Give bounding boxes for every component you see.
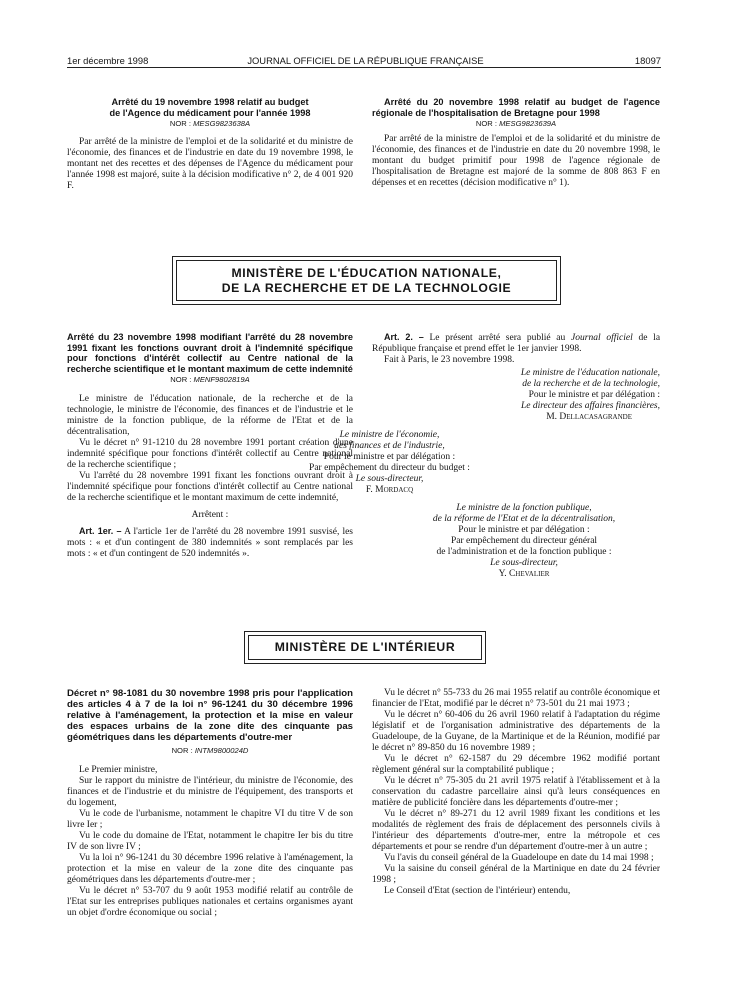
- nor-reference: NOR : MENF9802819A: [170, 375, 250, 385]
- ministry-education-banner: [172, 256, 561, 305]
- article-body: Par arrêté de la ministre de l'emploi et de la solidarité et du ministre de l'économie, des finances et de l'industrie en date du 20 novembre 1998, le montant du budget primitif pour 1998 de l'agence régionale de l'hospitalisation de Bretagne est majoré de la somme de 808 863 F en dépenses et en recettes (décision modificative n° 1).: [372, 134, 660, 189]
- decret-visas-left: Le Premier ministre, Sur le rapport du ministre de l'intérieur, du ministre de l'économie, des finances et de l'industrie et du ministre de l'équipement, des transports et du logement, Vu le code de l'urbanisme, notamment le chapitre VI du titre V de son livre Ier ; Vu le code du domaine de l'Etat, notamment le chapitre Ier bis du titre IV de son livre IV ; Vu la loi n° 96-1241 du 30 décembre 1996 relative à l'aménagement, la protection et la mise en valeur de la zone dite des cinquante pas géométriques dans les départements d'outre-mer ; Vu le décret n° 53-707 du 9 août 1953 modifié relatif au contrôle de l'Etat sur les entreprises publiques nationales et certains organismes ayant un objet d'ordre économique ou social ;: [67, 765, 353, 918]
- article-title: Arrêté du 23 novembre 1998 modifiant l'arrêté du 28 novembre 1991 fixant les fonctions ouvrant droit à l'indemnité spécifique pour fonctions d'intérêt collectif au Centre national de la recherche scientifique et le montant maximum de cette indemnité: [67, 332, 353, 374]
- signature-block-economie: Le ministre de l'économie, des finances et de l'industrie, Pour le ministre et par délégation : Par empêchement du directeur du budget : Le sous-directeur, F. Mordacq: [309, 430, 470, 495]
- article-ars-bretagne: [372, 97, 660, 189]
- header-page-number: 18097: [634, 55, 661, 66]
- article-title: Arrêté du 20 novembre 1998 relatif au budget de l'agence régionale de l'hospitalisation de Bretagne pour 1998: [372, 97, 660, 118]
- signature-block-fonction-publique: Le ministre de la fonction publique, de la réforme de l'Etat et de la décentralisation, Pour le ministre et par délégation : Par empêchement du directeur général de l'administration et de la fonction publique : Le sous-directeur, Y. Chevalier: [432, 503, 616, 579]
- ministry-title: MINISTÈRE DE L'INTÉRIEUR: [274, 640, 456, 654]
- article-title: Arrêté du 19 novembre 1998 relatif au budget de l'Agence du médicament pour l'année 1998: [109, 97, 311, 118]
- ministry-title-line-2: DE LA RECHERCHE ET DE LA TECHNOLOGIE: [221, 280, 512, 295]
- article-body: Par arrêté de la ministre de l'emploi et de la solidarité et du ministre de l'économie, des finances et de l'industrie en date du 19 novembre 1998, le montant net des recettes et des dépenses de l'Agence du médicament pour l'année 1998 est majoré, suite à la décision modificative n° 2, de 4 001 920 F.: [67, 137, 353, 192]
- header-journal-title: JOURNAL OFFICIEL DE LA RÉPUBLIQUE FRANÇAISE: [247, 55, 484, 66]
- decret-visas-right: Vu le décret n° 55-733 du 26 mai 1955 relatif au contrôle économique et financier de l'Etat, modifié par le décret n° 73-501 du 21 mai 1973 ; Vu le décret n° 60-406 du 26 avril 1960 relatif à l'adaptation du régime législatif et de l'organisation administrative des départements de la Guadeloupe, de la Guyane, de la Martinique et de la Réunion, modifié par le décret n° 89-850 du 16 novembre 1989 ; Vu le décret n° 62-1587 du 29 décembre 1962 modifié portant règlement général sur la comptabilité publique ; Vu le décret n° 75-305 du 21 avril 1975 relatif à l'établissement et à la conservation du cadastre parcellaire ainsi qu'à leurs conséquences en matière de publicité foncière dans les départements d'outre-mer ; Vu le décret n° 89-271 du 12 avril 1989 fixant les conditions et les modalités de règlement des frais de déplacement des personnels civils à l'intérieur des départements d'outre-mer, entre la métropole et ces départements et pour se rendre d'un département d'outre-mer à un autre ; Vu l'avis du conseil général de la Guadeloupe en date du 14 mai 1998 ; Vu la saisine du conseil général de la Martinique en date du 24 février 1998 ; Le Conseil d'Etat (section de l'intérieur) entendu,: [372, 688, 660, 896]
- nor-reference: NOR : MESG9823639A: [475, 119, 557, 129]
- article-title: Décret n° 98-1081 du 30 novembre 1998 pris pour l'application des articles 4 à 7 de la loi n° 96-1241 du 30 décembre 1996 relative à l'aménagement, la protection et la mise en valeur des espaces urbains de la zone dite des cinquante pas géométriques dans les départements d'outre-mer: [67, 688, 353, 743]
- header-date: 1er décembre 1998: [67, 55, 149, 66]
- nor-reference: NOR : MESG9823638A: [169, 119, 251, 129]
- signature-block-education: Le ministre de l'éducation nationale, de la recherche et de la technologie, Pour le ministre et par délégation : Le directeur des affaires financières, M. Dellacasagrande: [520, 368, 660, 422]
- decret-98-1081: [67, 688, 353, 919]
- article-agence-medicament: [67, 97, 353, 192]
- article-body: Le ministre de l'éducation nationale, de la recherche et de la technologie, le ministre de l'économie, des finances et de l'industrie et le ministre de la fonction publique, de la réforme de l'Etat et de la décentralisation, Vu le décret n° 91-1210 du 28 novembre 1991 portant création d'une indemnité spécifique pour fonctions d'intérêt collectif au Centre national de la recherche scientifique ; Vu l'arrêté du 28 novembre 1991 fixant les fonctions ouvrant droit à l'indemnité spécifique pour fonctions d'intérêt collectif au Centre national de la recherche scientifique et le montant maximum de cette indemnité, Arrêtent : Art. 1er. – A l'article 1er de l'arrêté du 28 novembre 1991 susvisé, les mots : « et d'un contingent de 380 indemnités » sont remplacés par les mots : « et d'un contingent de 520 indemnités ».: [67, 394, 353, 560]
- nor-reference: NOR : INTM9800024D: [171, 746, 249, 755]
- header-rule: [67, 67, 661, 68]
- signature-date: Fait à Paris, le 23 novembre 1998.: [384, 355, 515, 365]
- ministry-title-line-1: MINISTÈRE DE L'ÉDUCATION NATIONALE,: [231, 265, 502, 280]
- article-cnrs-signatures: Art. 2. – Le présent arrêté sera publié au Journal officiel de la République française et prend effet le 1er janvier 1998. Fait à Paris, le 23 novembre 1998. Le ministre de l'éducation nationale, de la recherche et de la technologie, Pour le ministre et par délégation : Le directeur des affaires financières, M. Dellacasagrande Le ministre de l'économie, des finances et de l'industrie, Pour le ministre et par délégation : Par empêchement du directeur du budget : Le sous-directeur, F. Mordacq Le ministre de la fonction publique, de la réforme de l'Etat et de la décentralisation, Pour le ministre et par délégation : Par empêchement du directeur général de l'administration et de la fonction publique : Le sous-directeur, Y. Chevalier: [372, 332, 660, 580]
- ministry-interior-banner: [244, 631, 486, 664]
